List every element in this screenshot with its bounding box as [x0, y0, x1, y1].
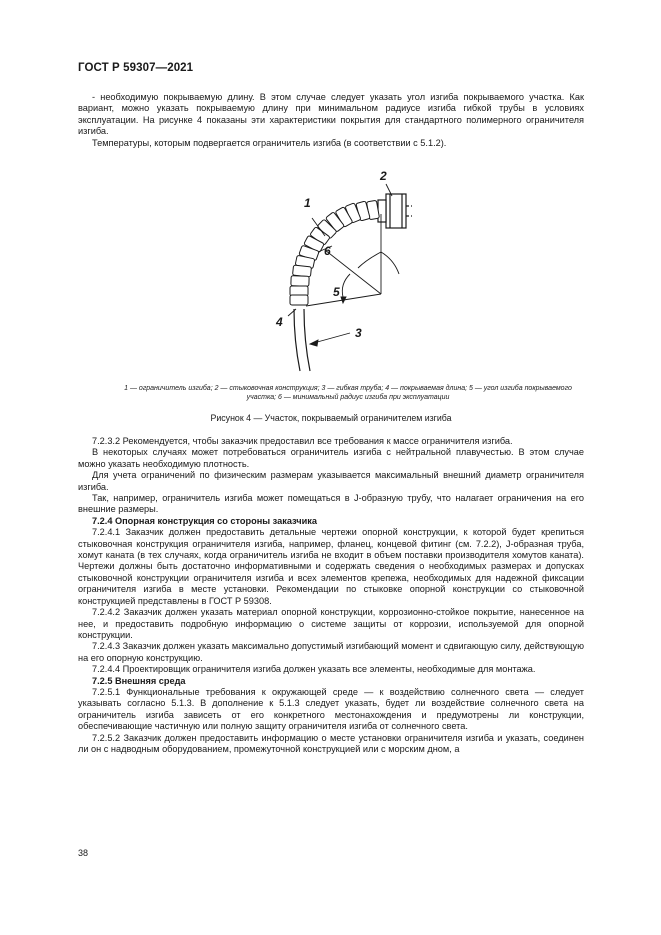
body-paragraph: В некоторых случаях может потребоваться ограничитель изгиба с нейтральной плавучестью. В этом случае можно указать необходимую плотность.	[78, 447, 584, 469]
label-2: 2	[380, 169, 387, 183]
label-1: 1	[304, 196, 311, 210]
figure-legend-line: участка; 6 — минимальный радиус изгиба при эксплуатации	[246, 394, 450, 401]
intro-paragraph: - необходимую покрываемую длину. В этом случае следует указать угол изгиба покрываемого участка. Как вариант, можно указать покрываемую длину при минимальном радиусе изгиба гибкой трубы в условиях эксплуатации. На рисунке 4 показаны эти характеристики покрытия для стандартного полимерного ограничителя изгиба.	[78, 92, 584, 137]
body-paragraph: 7.2.4.4 Проектировщик ограничителя изгиба должен указать все элементы, необходимые для монтажа.	[92, 664, 536, 675]
label-3: 3	[355, 326, 362, 340]
label-5: 5	[333, 285, 340, 299]
intro-paragraph: Температуры, которым подвергается ограничитель изгиба (в соответствии с 5.1.2).	[92, 137, 447, 148]
document-header: ГОСТ Р 59307—2021	[78, 62, 194, 74]
section-heading: 7.2.5 Внешняя среда	[92, 675, 186, 686]
body-paragraph: 7.2.3.2 Рекомендуется, чтобы заказчик предоставил все требования к массе ограничителя изгиба.	[92, 436, 513, 446]
body-paragraph: 7.2.4.3 Заказчик должен указать максимально допустимый изгибающий момент и сдвигающую силу, действующую на его опорную конструкцию.	[78, 641, 585, 663]
page-number: 38	[78, 848, 89, 858]
label-4: 4	[276, 315, 283, 329]
section-heading: 7.2.4 Опорная конструкция со стороны заказчика	[92, 515, 317, 526]
label-6: 6	[324, 244, 331, 258]
connector-structure	[378, 194, 412, 228]
body-paragraph: 7.2.4.1 Заказчик должен предоставить детальные чертежи опорной конструкции, к которой будет крепиться стыковочная конструкция ограничителя изгиба, например, фланец, концевой фитинг (см. 7.2.2), J-образная труба, хомут каната (в тех случаях, когда ограничитель изгиба не входит в объем поставки производителя хомутов каната). Чертежи должны быть достаточно информативными и содержать сведения о необходимых размерах и допусках стыковочной конструкции ограничителя изгиба и всех элементов крепежа, необходимых для надежной фиксации ограничителя изгиба в месте установки. Рекомендации по стыковке опорной конструкции со стыковочной конструкцией представлены в ГОСТ Р 59308.	[78, 527, 584, 606]
body-paragraph: 7.2.5.1 Функциональные требования к окружающей среде — к воздействию солнечного света — следует указывать согласно 5.1.3. В дополнение к 5.1.3 следует указать, будет ли воздействие солнечного света на ограничитель изгиба зависеть от его конкретного местонахождения и предумотрены ли конструкции, обеспечивающие частичную или полную защиту ограничителя изгиба от солнечного света.	[78, 686, 584, 732]
intro-text	[78, 92, 584, 149]
body-paragraph: 7.2.5.2 Заказчик должен предоставить информацию о месте установки ограничителя изгиба и указать, соединен ли он с надводным оборудованием, промежуточной конструкцией или с морским дном, а	[78, 732, 584, 754]
figure-drawing	[200, 166, 460, 376]
figure-title: Рисунок 4 — Участок, покрываемый ограничителем изгиба	[210, 413, 452, 423]
figure-legend	[78, 384, 618, 402]
body-text	[78, 436, 584, 755]
body-paragraph: Так, например, ограничитель изгиба может помещаться в J-образную трубу, что налагает ограничения на его внешние размеры.	[78, 493, 584, 515]
body-paragraph: 7.2.4.2 Заказчик должен указать материал опорной конструкции, коррозионно-стойкое покрытие, нанесенное на нее, и предоставить подробную информацию о системе защиты от коррозии, используемой для опорной конструкции.	[78, 607, 584, 640]
figure-bend-restrictor	[200, 166, 460, 376]
flexible-pipe	[294, 309, 310, 371]
body-paragraph: Для учета ограничений по физическим размерам указывается максимальный внешний диаметр ограничителя изгиба.	[78, 470, 584, 492]
figure-legend-line: 1 — ограничитель изгиба; 2 — стыковочная конструкция; 3 — гибкая труба; 4 — покрываемая длина; 5 — угол изгиба покрываемого	[124, 385, 572, 392]
